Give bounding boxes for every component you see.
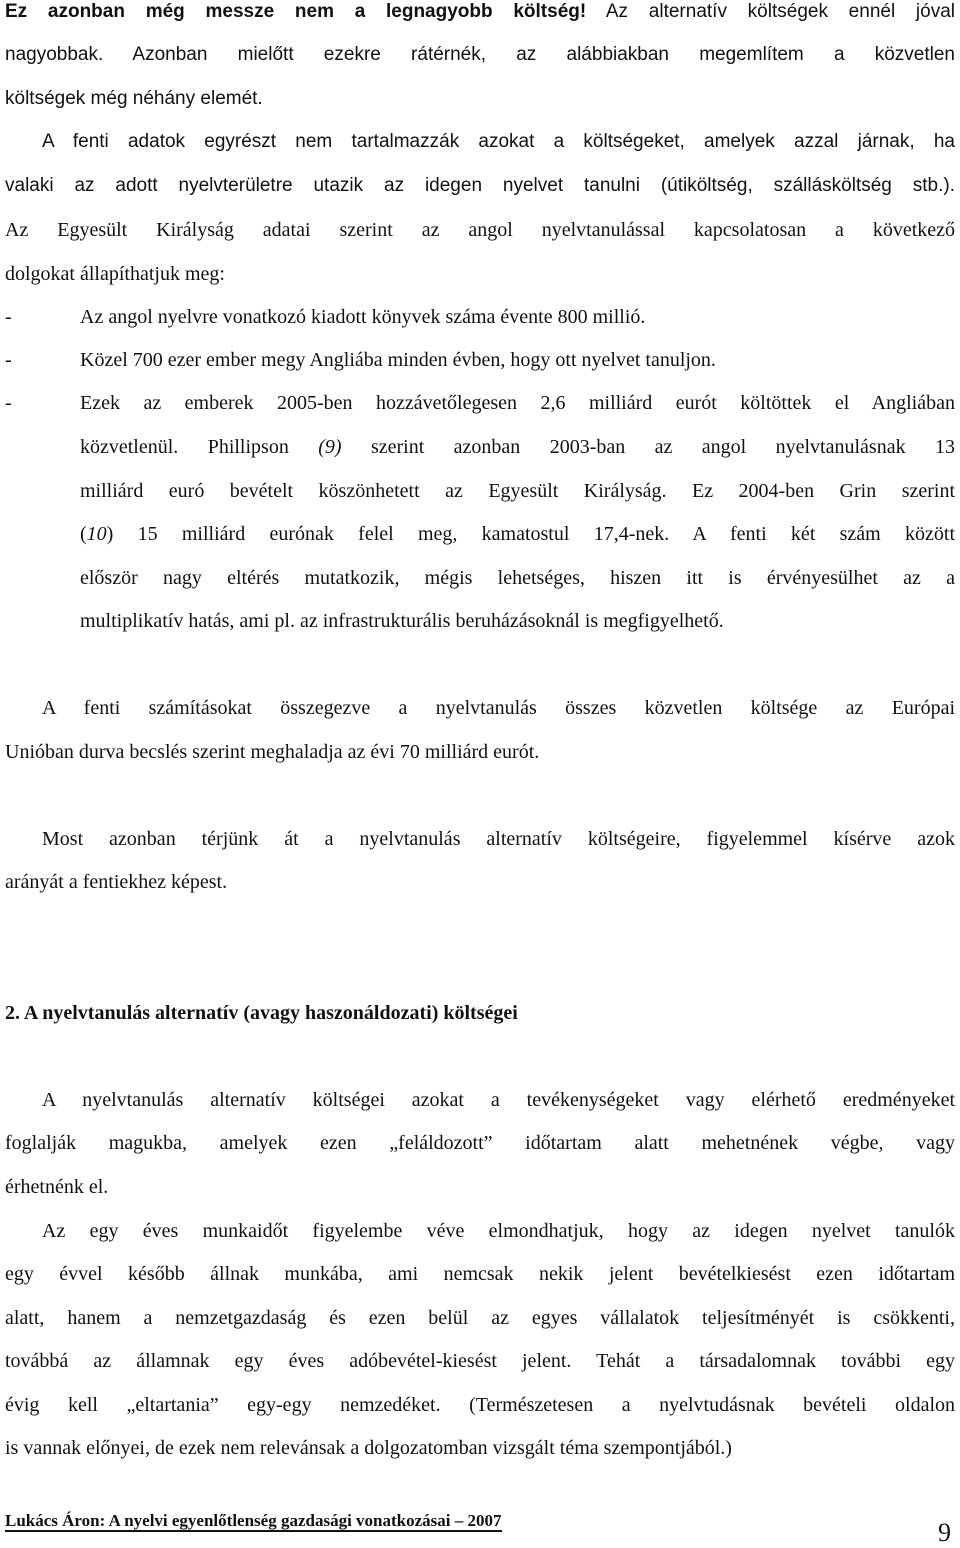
text-line: A fenti számításokat összegezve a nyelvtanulás összes közvetlen költsége az Európai [42, 697, 955, 719]
text-line: (10) 15 milliárd eurónak felel meg, kamatostul 17,4-nek. A fenti két szám között [80, 523, 955, 545]
text-line: nagyobbak. Azonban mielőtt ezekre rátérnék, az alábbiakban megemlítem a közvetlen [5, 44, 955, 65]
text-line: Az Egyesült Királyság adatai szerint az angol nyelvtanulással kapcsolatosan a következő [5, 219, 955, 241]
text-line: foglalják magukba, amelyek ezen „feláldozott” időtartam alatt mehetnének végbe, vagy [5, 1132, 955, 1154]
list-item: Az angol nyelvre vonatkozó kiadott könyvek száma évente 800 millió. [80, 306, 646, 328]
text-line: arányát a fentiekhez képest. [5, 871, 228, 893]
list-item: Közel 700 ezer ember megy Angliába minden évben, hogy ott nyelvet tanuljon. [80, 349, 716, 371]
text-line: multiplikatív hatás, ami pl. az infrastrukturális beruházásoknál is megfigyelhető. [80, 610, 724, 632]
footer [5, 1511, 502, 1531]
section-heading: 2. A nyelvtanulás alternatív (avagy haszonáldozati) költségei [5, 1002, 518, 1024]
list-bullet: - [5, 392, 12, 414]
text-line: Ez azonban még messze nem a legnagyobb költség! Az alternatív költségek ennél jóval [5, 1, 955, 22]
text-line: A nyelvtanulás alternatív költségei azokat a tevékenységeket vagy elérhető eredményeket [42, 1089, 955, 1111]
text-line: A fenti adatok egyrészt nem tartalmazzák azokat a költségeket, amelyek azzal járnak, ha [42, 131, 955, 152]
text-line: milliárd euró bevételt köszönhetett az Egyesült Királyság. Ez 2004-ben Grin szerint [80, 480, 955, 502]
emphasis: Ez azonban még messze nem a legnagyobb költség! [5, 1, 587, 22]
text-line: Most azonban térjünk át a nyelvtanulás alternatív költségeire, figyelemmel kísérve azok [42, 828, 955, 850]
text-line: alatt, hanem a nemzetgazdaság és ezen belül az egyes vállalatok teljesítményét is csökkenti, [5, 1307, 955, 1329]
text-line: közvetlenül. Phillipson (9) szerint azonban 2003-ban az angol nyelvtanulásnak 13 [80, 436, 955, 458]
citation-ref: (9) [318, 436, 342, 458]
page-number: 9 [938, 1518, 951, 1547]
list-item: Ezek az emberek 2005-ben hozzávetőlegesen 2,6 milliárd eurót költöttek el Angliában [80, 392, 955, 414]
text-line: Az egy éves munkaidőt figyelembe véve elmondhatjuk, hogy az idegen nyelvet tanulók [42, 1220, 955, 1242]
list-bullet: - [5, 349, 12, 371]
text-line: érhetnénk el. [5, 1176, 109, 1198]
text-line: először nagy eltérés mutatkozik, mégis lehetséges, hiszen itt is érvényesülhet az a [80, 567, 955, 589]
text-line: dolgokat állapíthatjuk meg: [5, 263, 225, 285]
text-line: valaki az adott nyelvterületre utazik az idegen nyelvet tanulni (útiköltség, szállásköltség stb.). [5, 175, 955, 196]
text-line: évig kell „eltartania” egy-egy nemzedéket. (Természetesen a nyelvtudásnak bevételi oldalon [5, 1394, 955, 1416]
text-line: is vannak előnyei, de ezek nem relevánsak a dolgozatomban vizsgált téma szempontjából.) [5, 1437, 732, 1459]
text-line: költségek még néhány elemét. [5, 88, 263, 109]
citation-ref: 10 [86, 523, 107, 545]
text-line: Unióban durva becslés szerint meghaladja az évi 70 milliárd eurót. [5, 741, 540, 763]
list-bullet: - [5, 306, 12, 328]
text-line: egy évvel később állnak munkába, ami nemcsak nekik jelent bevételkiesést ezen időtartam [5, 1263, 955, 1285]
footer-text: Lukács Áron: A nyelvi egyenlőtlenség gazdasági vonatkozásai – 2007 [5, 1511, 502, 1530]
text-line: továbbá az államnak egy éves adóbevétel-kiesést jelent. Tehát a társadalomnak további egy [5, 1350, 955, 1372]
